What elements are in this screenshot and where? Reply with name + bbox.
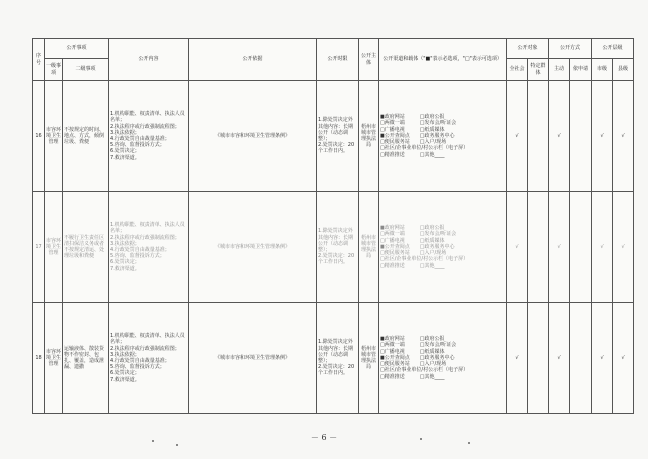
cell-no: 17 <box>33 192 45 303</box>
cell-mode-active: √ <box>549 81 570 192</box>
cell-channel: ■政府网站 □政府公报 □两微一端 □发布会/听证会 □广播电视 □纸质媒体 ■公开查阅点 □政务服务中心 □便民服务站 □入户/现场 □社区/企事业单位/村公示栏（电子屏） □精准推送 □其他____ <box>379 192 507 303</box>
header-level-county: 县级 <box>613 59 634 81</box>
cell-no: 18 <box>33 303 45 414</box>
scan-speck <box>468 442 470 444</box>
table-row <box>33 81 634 192</box>
cell-subject: 梧州市城市管理执法局 <box>359 81 379 192</box>
cell-subject: 梧州市城市管理执法局 <box>359 303 379 414</box>
cell-l2: 不按规定的时间、地点、方式，倾倒垃圾、粪便 <box>63 81 109 192</box>
header-matter-l2: 二级事项 <box>63 59 109 81</box>
cell-mode-request <box>570 192 592 303</box>
cell-no: 16 <box>33 81 45 192</box>
cell-level-county: √ <box>613 192 634 303</box>
cell-level-county: √ <box>613 81 634 192</box>
header-channel: 公开渠道和载体（"■"表示必选项，"□"表示可选项） <box>379 39 507 81</box>
cell-mode-active: √ <box>549 192 570 303</box>
cell-timelimit: 1.除处罚决定外其他内容：长期公开（动态调整）； 2.处罚决定：20个工作日内。 <box>317 81 359 192</box>
cell-content: 1.机构职能、权责清单、执法人员名单； 2.执法程序或行政强制流程图； 3.执法依据； 4.行政处罚自由裁量基准； 5.咨询、监督投诉方式； 6.处罚决定； 7.救济渠道。 <box>109 192 189 303</box>
table-row <box>33 303 634 414</box>
cell-subject: 梧州市城市管理执法局 <box>359 192 379 303</box>
disclosure-table <box>32 38 634 414</box>
header-target-specific: 特定群体 <box>528 59 549 81</box>
cell-l1: 市容环境卫生管理 <box>45 81 63 192</box>
cell-l1: 市容环境卫生管理 <box>45 303 63 414</box>
cell-mode-active: √ <box>549 303 570 414</box>
cell-target-all: √ <box>507 303 528 414</box>
cell-l1: 市容环境卫生管理 <box>45 192 63 303</box>
header-target-all: 全社会 <box>507 59 528 81</box>
cell-mode-request <box>570 303 592 414</box>
header-basis: 公开依据 <box>189 39 317 81</box>
scan-speck <box>176 444 178 446</box>
scan-speck <box>420 438 422 440</box>
cell-basis: 《城市市容和环境卫生管理条例》 <box>189 192 317 303</box>
cell-content: 1.机构职能、权责清单、执法人员名单； 2.执法程序或行政强制流程图； 3.执法依据； 4.行政处罚自由裁量基准； 5.咨询、监督投诉方式； 6.处罚决定； 7.救济渠道。 <box>109 303 189 414</box>
header-level: 公开层级 <box>592 39 634 59</box>
cell-l2: 运输液体、散装货物不作密封、包扎、覆盖，造成泄漏、遗撒 <box>63 303 109 414</box>
cell-level-county: √ <box>613 303 634 414</box>
cell-level-city: √ <box>592 192 613 303</box>
header-seq: 序号 <box>33 39 45 81</box>
table-row <box>33 192 634 303</box>
cell-basis: 《城市市容和环境卫生管理条例》 <box>189 81 317 192</box>
cell-level-city: √ <box>592 303 613 414</box>
header-content: 公开内容 <box>109 39 189 81</box>
page-number: － 6 － <box>310 433 338 442</box>
cell-target-specific <box>528 303 549 414</box>
header-mode-request: 依申请 <box>570 59 592 81</box>
header-target: 公开对象 <box>507 39 549 59</box>
scan-speck <box>152 440 154 442</box>
cell-mode-request <box>570 81 592 192</box>
cell-channel: ■政府网站 □政府公报 □两微一端 □发布会/听证会 □广播电视 □纸质媒体 ■公开查阅点 □政务服务中心 □便民服务站 □入户/现场 □社区/企事业单位/村公示栏（电子屏） □精准推送 □其他____ <box>379 81 507 192</box>
header-subject: 公开主体 <box>359 39 379 81</box>
header-timelimit: 公开时限 <box>317 39 359 81</box>
header-level-city: 市级 <box>592 59 613 81</box>
cell-target-all: √ <box>507 192 528 303</box>
header-mode: 公开方式 <box>549 39 592 59</box>
cell-channel: ■政府网站 □政府公报 □两微一端 □发布会/听证会 □广播电视 □纸质媒体 ■公开查阅点 □政务服务中心 □便民服务站 □入户/现场 □社区/企事业单位/村公示栏（电子屏） □精准推送 □其他____ <box>379 303 507 414</box>
cell-level-city: √ <box>592 81 613 192</box>
header-matter-l1: 一级事项 <box>45 59 63 81</box>
cell-l2: 不履行卫生责任区清扫保洁义务或者不按规定清运、处理垃圾和粪便 <box>63 192 109 303</box>
header-mode-active: 主动 <box>549 59 570 81</box>
cell-timelimit: 1.除处罚决定外其他内容：长期公开（动态调整）； 2.处罚决定：20个工作日内。 <box>317 192 359 303</box>
cell-basis: 《城市市容和环境卫生管理条例》 <box>189 303 317 414</box>
header-matter: 公开事项 <box>45 39 109 59</box>
cell-content: 1.机构职能、权责清单、执法人员名单； 2.执法程序或行政强制流程图； 3.执法依据； 4.行政处罚自由裁量基准； 5.咨询、监督投诉方式； 6.处罚决定； 7.救济渠道。 <box>109 81 189 192</box>
cell-timelimit: 1.除处罚决定外其他内容：长期公开（动态调整）； 2.处罚决定：20个工作日内。 <box>317 303 359 414</box>
cell-target-all: √ <box>507 81 528 192</box>
cell-target-specific <box>528 81 549 192</box>
header-row-1 <box>33 39 634 59</box>
cell-target-specific <box>528 192 549 303</box>
